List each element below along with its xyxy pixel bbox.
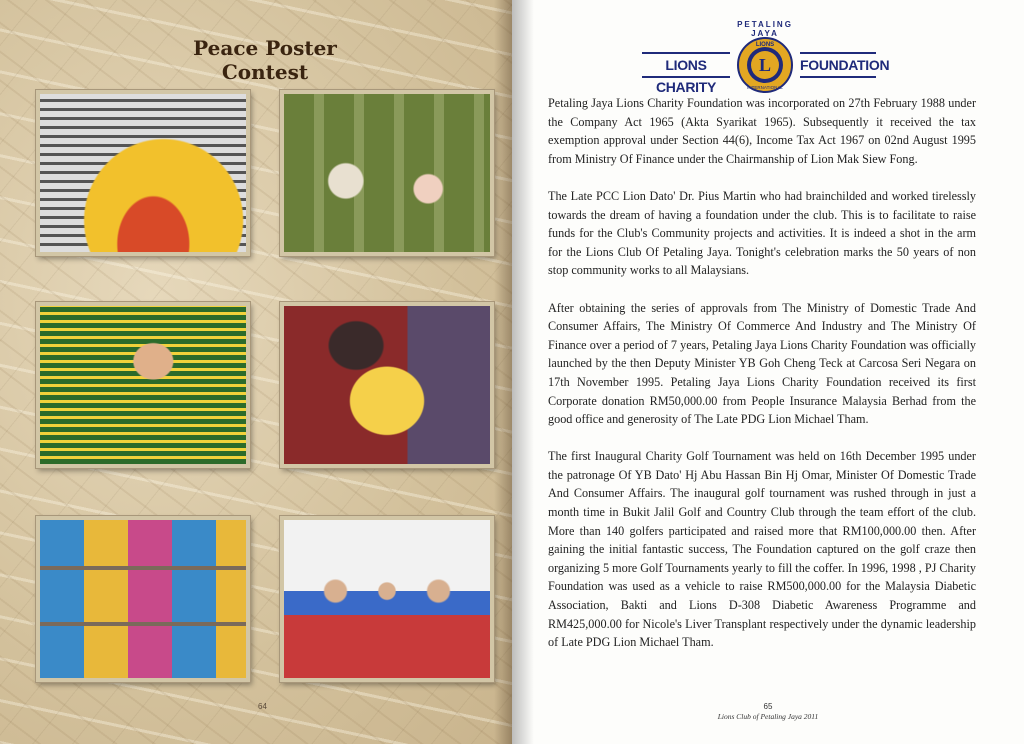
photo-children-drawing <box>280 90 494 256</box>
photo-contest-hall <box>36 90 250 256</box>
photo-judging-posters <box>280 302 494 468</box>
logo-right-text: FOUNDATION <box>800 52 876 78</box>
emblem-bottom-text: INTERNATIONAL <box>747 85 783 90</box>
paragraph-golf-tournament: The first Inaugural Charity Golf Tournament was held on 16th December 1995 under the patronage Of YB Dato' Hj Abu Hassan Bin Hj Omar, Minister Of Domestic Trade And Consumer Affairs. The inaugural golf tournament was rushed through in just a month time in Bukit Jalil Golf and Country Club through the team effort of the club. More than 140 golfers participated and raised more that RM100,000.00 then. After gaining the initial fantastic success, The Foundation captured on the golf craze then organizing 5 more Golf Tournaments yearly to fill the coffer. In 1996, 1998 , PJ Charity Foundation was used as a vehicle to raise RM500,000.00 for the Malaysia Diabetic Association, Bakti and Lions D-308 Diabetic Awareness Programme and RM425,000.00 for Nicole's Liver Transplant respectively under the dynamic leadership of Late PDG Lion Michael Tham. <box>548 449 976 650</box>
page-number-left: 64 <box>258 702 267 711</box>
emblem-top-text: LIONS <box>755 42 775 48</box>
paragraph-founder: The Late PCC Lion Dato' Dr. Pius Martin who had brainchilded and worked tirelessly towards the dream of having a foundation under the club. This is to facilitate to raise funds for the Club's Community projects and activities. It is indeed a shot in the arm for the Lions Club Of Petaling Jaya. Tonight's celebration marks the 50 years of non stop community works to all Malaysians. <box>548 188 976 278</box>
paragraph-incorporation: Petaling Jaya Lions Charity Foundation was incorporated on 27th February 1988 under the Company Act 1965 (Akta Syarikat 1965). Subsequently it received the tax exemption approval under Section 44(6), Income Tax Act 1967 on 02nd August 1995 from Ministry Of Finance under the Chairmanship of Lion Mak Siew Fong. <box>548 96 976 166</box>
logo-left-text: LIONS CHARITY <box>642 52 730 78</box>
lions-charity-foundation-logo <box>642 20 890 95</box>
page-number-right: 65 <box>763 702 773 711</box>
paragraph-launch: After obtaining the series of approvals from The Ministry of Domestic Trade And Consumer Affairs, The Ministry Of Commerce And Industry and The Ministry Of Finance over a period of 7 years, Petaling Jaya Lions Charity Foundation was officially launched by the then Deputy Minister YB Goh Cheng Teck at Carcosa Seri Negara on 17th November 1995. Petaling Jaya Lions Charity Foundation received its first Corporate donation RM50,000.00 from People Insurance Malaysia Berhad from the good office and generosity of The Late PDG Lion Michael Tham. <box>548 300 976 427</box>
article-body <box>548 94 976 670</box>
photo-poster-display <box>36 516 250 682</box>
photo-winners-group <box>280 516 494 682</box>
emblem-letter: L <box>758 55 772 75</box>
photo-boy-painting <box>36 302 250 468</box>
page-title: Peace Poster Contest <box>193 36 337 84</box>
logo-arc-text: PETALING JAYA <box>737 20 793 38</box>
page-footer: Lions Club of Petaling Jaya 2011 <box>717 712 819 721</box>
lions-emblem-icon <box>736 36 794 94</box>
